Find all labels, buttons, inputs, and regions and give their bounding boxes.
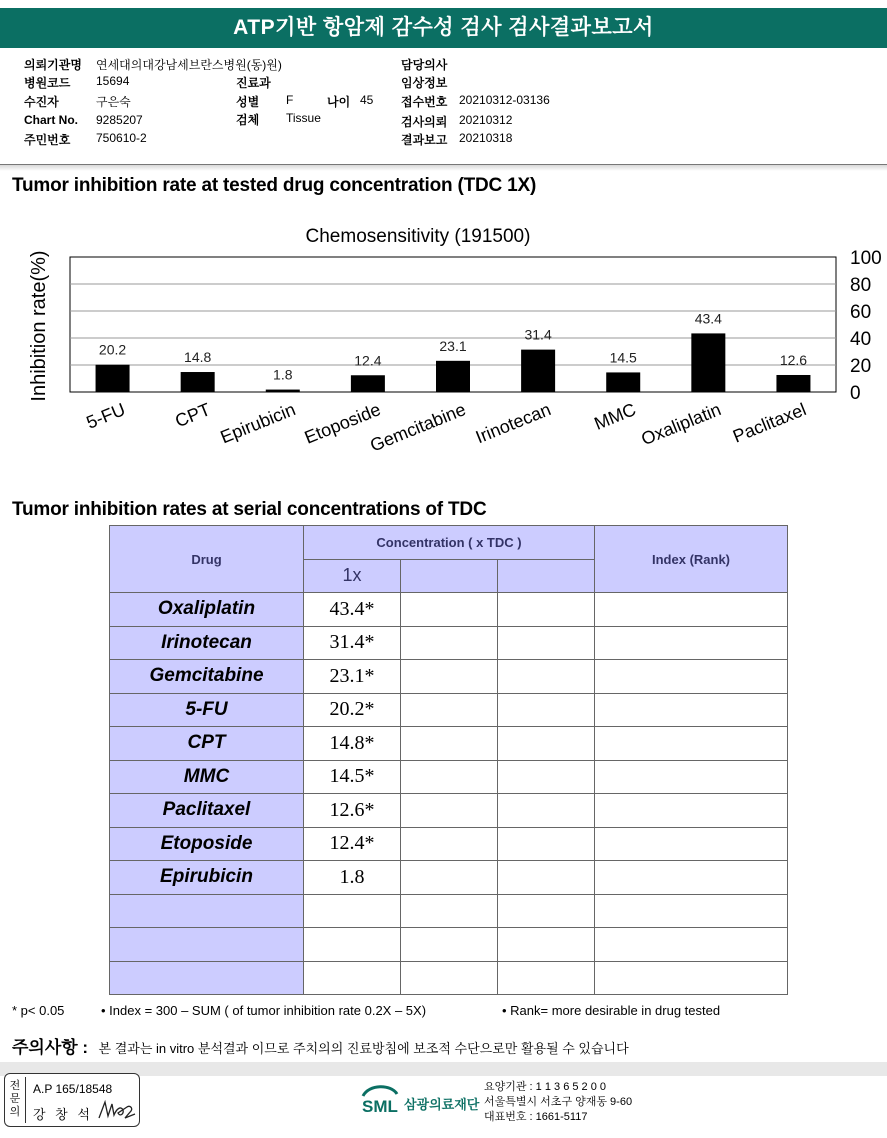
drug-name-cell: Epirubicin [110, 861, 304, 895]
index-rank-cell [595, 626, 788, 660]
bar-data-label: 1.8 [273, 366, 293, 383]
bar-5-fu [96, 365, 130, 392]
signature-divider [25, 1077, 26, 1123]
bar-epirubicin [266, 390, 300, 392]
col-concentration-header: Concentration ( x TDC ) [304, 526, 595, 560]
specimen-label: 검체 [236, 113, 260, 127]
institution-value: 연세대의대강남세브란스병원(동)원) [96, 58, 282, 72]
x-tick-label: Gemcitabine [367, 399, 469, 456]
y-tick-label: 0 [850, 383, 861, 404]
index-rank-cell [595, 593, 788, 627]
bar-data-label: 14.5 [609, 349, 637, 366]
x-tick-label: 5-FU [83, 399, 129, 433]
bar-data-label: 20.2 [98, 341, 127, 358]
tdc-1x-value-cell: 1.8 [304, 861, 401, 895]
table-row [110, 693, 788, 727]
dept-label: 진료과 [236, 76, 271, 90]
x-tick-label: Epirubicin [217, 399, 299, 448]
empty-cell [498, 760, 595, 794]
chart-y-axis-label: Inhibition rate(%) [28, 250, 50, 402]
empty-cell [498, 727, 595, 761]
chart-no-label: Chart No. [24, 113, 78, 127]
empty-cell [401, 693, 498, 727]
empty-cell [401, 760, 498, 794]
col-conc-empty-header [498, 559, 595, 593]
bar-data-label: 23.1 [439, 337, 467, 354]
tdc-1x-value-cell: 12.4* [304, 827, 401, 861]
x-tick-label: Irinotecan [472, 399, 554, 448]
resident-no-value: 750610-2 [96, 131, 147, 145]
info-shadow [0, 165, 887, 171]
table-row [110, 827, 788, 861]
chart-x-ticks [83, 399, 808, 455]
x-tick-label: Oxaliplatin [638, 399, 724, 450]
y-tick-label: 100 [850, 248, 882, 269]
caution-note [12, 1033, 629, 1058]
empty-cell [498, 593, 595, 627]
bar-data-label: 31.4 [524, 326, 552, 343]
empty-cell [595, 961, 788, 995]
footnote-p: * p< 0.05 [12, 1003, 65, 1018]
drug-name-cell-blank [110, 894, 304, 928]
sml-logo-icon [357, 1082, 403, 1118]
table-row [110, 794, 788, 828]
doctor-name: 강 창 석 [33, 1107, 93, 1122]
empty-cell [595, 894, 788, 928]
col-index-header: Index (Rank) [595, 526, 788, 593]
patient-label: 수진자 [24, 95, 59, 109]
table-row [110, 760, 788, 794]
institution-label: 의뢰기관명 [24, 58, 82, 72]
drug-name-cell: CPT [110, 727, 304, 761]
table-row-blank [110, 961, 788, 995]
resident-no-label: 주민번호 [24, 133, 71, 147]
index-rank-cell [595, 727, 788, 761]
chemosensitivity-chart [0, 212, 887, 512]
drug-name-cell-blank [110, 961, 304, 995]
tdc-1x-value-cell: 12.6* [304, 794, 401, 828]
y-tick-label: 20 [850, 356, 872, 377]
drug-name-cell-blank [110, 928, 304, 962]
logo-text: SML [362, 1097, 398, 1116]
chart-y-ticks [850, 248, 882, 404]
table-row-blank [110, 894, 788, 928]
empty-cell [401, 727, 498, 761]
org-address: 서울특별시 서초구 양재동 9-60 [484, 1096, 633, 1108]
drug-name-cell: 5-FU [110, 693, 304, 727]
x-tick-label: Etoposide [301, 399, 384, 448]
sex-value: F [286, 93, 294, 107]
bar-gemcitabine [436, 361, 470, 392]
bar-data-label: 12.6 [779, 351, 808, 368]
specimen-value: Tissue [286, 111, 321, 125]
role-vertical: 전문의 [9, 1080, 21, 1118]
doctor-label: 담당의사 [401, 58, 448, 72]
table-row [110, 626, 788, 660]
section2-title: Tumor inhibition rates at serial concentrations of TDC [12, 499, 487, 520]
empty-cell [498, 794, 595, 828]
patient-value: 구은숙 [96, 95, 131, 109]
y-tick-label: 80 [850, 275, 872, 296]
report-date-label: 결과보고 [401, 133, 448, 147]
org-name: 삼광의료재단 [404, 1097, 480, 1112]
hospital-code-value: 15694 [96, 74, 130, 88]
tdc-1x-value-cell: 31.4* [304, 626, 401, 660]
org-phone: 대표번호 : 1661-5117 [484, 1111, 588, 1123]
empty-cell [498, 928, 595, 962]
table-row [110, 861, 788, 895]
empty-cell [401, 861, 498, 895]
bar-cpt [181, 372, 215, 392]
y-tick-label: 40 [850, 329, 872, 350]
empty-cell [401, 894, 498, 928]
empty-cell [498, 626, 595, 660]
empty-cell [498, 861, 595, 895]
ap-number: A.P 165/18548 [33, 1082, 113, 1096]
empty-cell [401, 660, 498, 694]
table-row [110, 593, 788, 627]
report-title: ATP기반 항암제 감수성 검사 검사결과보고서 [0, 8, 887, 48]
empty-cell [498, 693, 595, 727]
x-tick-label: CPT [172, 399, 214, 432]
drug-name-cell: Etoposide [110, 827, 304, 861]
receipt-label: 접수번호 [401, 95, 448, 109]
empty-cell [401, 794, 498, 828]
caution-text: 본 결과는 in vitro 분석결과 이므로 주치의의 진료방침에 보조적 수단으로만 활용될 수 있습니다 [98, 1041, 629, 1056]
signature-box [4, 1073, 140, 1127]
bar-irinotecan [521, 350, 555, 392]
bar-oxaliplatin [691, 333, 725, 392]
clinical-label: 임상정보 [401, 76, 448, 90]
results-table [109, 525, 788, 995]
empty-cell [304, 894, 401, 928]
chart-no-value: 9285207 [96, 113, 143, 127]
tdc-1x-value-cell: 14.5* [304, 760, 401, 794]
table-row [110, 727, 788, 761]
empty-cell [498, 827, 595, 861]
bar-data-label: 14.8 [184, 349, 212, 366]
chart-title: Chemosensitivity (191500) [305, 226, 531, 247]
index-rank-cell [595, 861, 788, 895]
empty-cell [401, 626, 498, 660]
table-row-blank [110, 928, 788, 962]
empty-cell [595, 928, 788, 962]
sex-label: 성별 [236, 95, 260, 109]
footnote-index: • Index = 300 – SUM ( of tumor inhibition rate 0.2X – 5X) [101, 1003, 427, 1018]
bar-mmc [606, 372, 640, 392]
col-conc-empty-header [401, 559, 498, 593]
empty-cell [498, 894, 595, 928]
empty-cell [401, 827, 498, 861]
tdc-1x-value-cell: 23.1* [304, 660, 401, 694]
empty-cell [401, 961, 498, 995]
patient-info-block [0, 56, 887, 166]
index-rank-cell [595, 760, 788, 794]
tdc-1x-value-cell: 14.8* [304, 727, 401, 761]
y-tick-label: 60 [850, 302, 872, 323]
bar-paclitaxel [776, 375, 810, 392]
empty-cell [304, 961, 401, 995]
table-row [110, 660, 788, 694]
handwritten-signature-icon [97, 1098, 137, 1122]
request-value: 20210312 [459, 113, 513, 127]
empty-cell [498, 660, 595, 694]
footnote-rank: • Rank= more desirable in drug tested [502, 1003, 721, 1018]
bar-data-label: 12.4 [354, 352, 382, 369]
empty-cell [304, 928, 401, 962]
col-drug-header: Drug [110, 526, 304, 593]
x-tick-label: MMC [591, 399, 639, 434]
receipt-value: 20210312-03136 [459, 93, 550, 107]
org-code-line: 요양기관 : 1 1 3 6 5 2 0 0 [484, 1081, 607, 1093]
tdc-1x-value-cell: 43.4* [304, 593, 401, 627]
bar-data-label: 43.4 [694, 310, 722, 327]
drug-name-cell: Paclitaxel [110, 794, 304, 828]
section1-title: Tumor inhibition rate at tested drug concentration (TDC 1X) [12, 175, 537, 196]
age-label: 나이 [327, 95, 351, 109]
empty-cell [401, 928, 498, 962]
empty-cell [401, 593, 498, 627]
drug-name-cell: Oxaliplatin [110, 593, 304, 627]
index-rank-cell [595, 794, 788, 828]
empty-cell [498, 961, 595, 995]
index-rank-cell [595, 827, 788, 861]
x-tick-label: Paclitaxel [730, 399, 809, 447]
tdc-1x-value-cell: 20.2* [304, 693, 401, 727]
request-label: 검사의뢰 [401, 115, 448, 129]
age-value: 45 [360, 93, 374, 107]
drug-name-cell: MMC [110, 760, 304, 794]
index-rank-cell [595, 693, 788, 727]
drug-name-cell: Irinotecan [110, 626, 304, 660]
org-contact [484, 1080, 632, 1125]
bar-etoposide [351, 375, 385, 392]
drug-name-cell: Gemcitabine [110, 660, 304, 694]
index-rank-cell [595, 660, 788, 694]
caution-heading: 주의사항 : [12, 1038, 89, 1057]
col-1x-header: 1x [304, 559, 401, 593]
report-date-value: 20210318 [459, 131, 513, 145]
hospital-code-label: 병원코드 [24, 76, 71, 90]
